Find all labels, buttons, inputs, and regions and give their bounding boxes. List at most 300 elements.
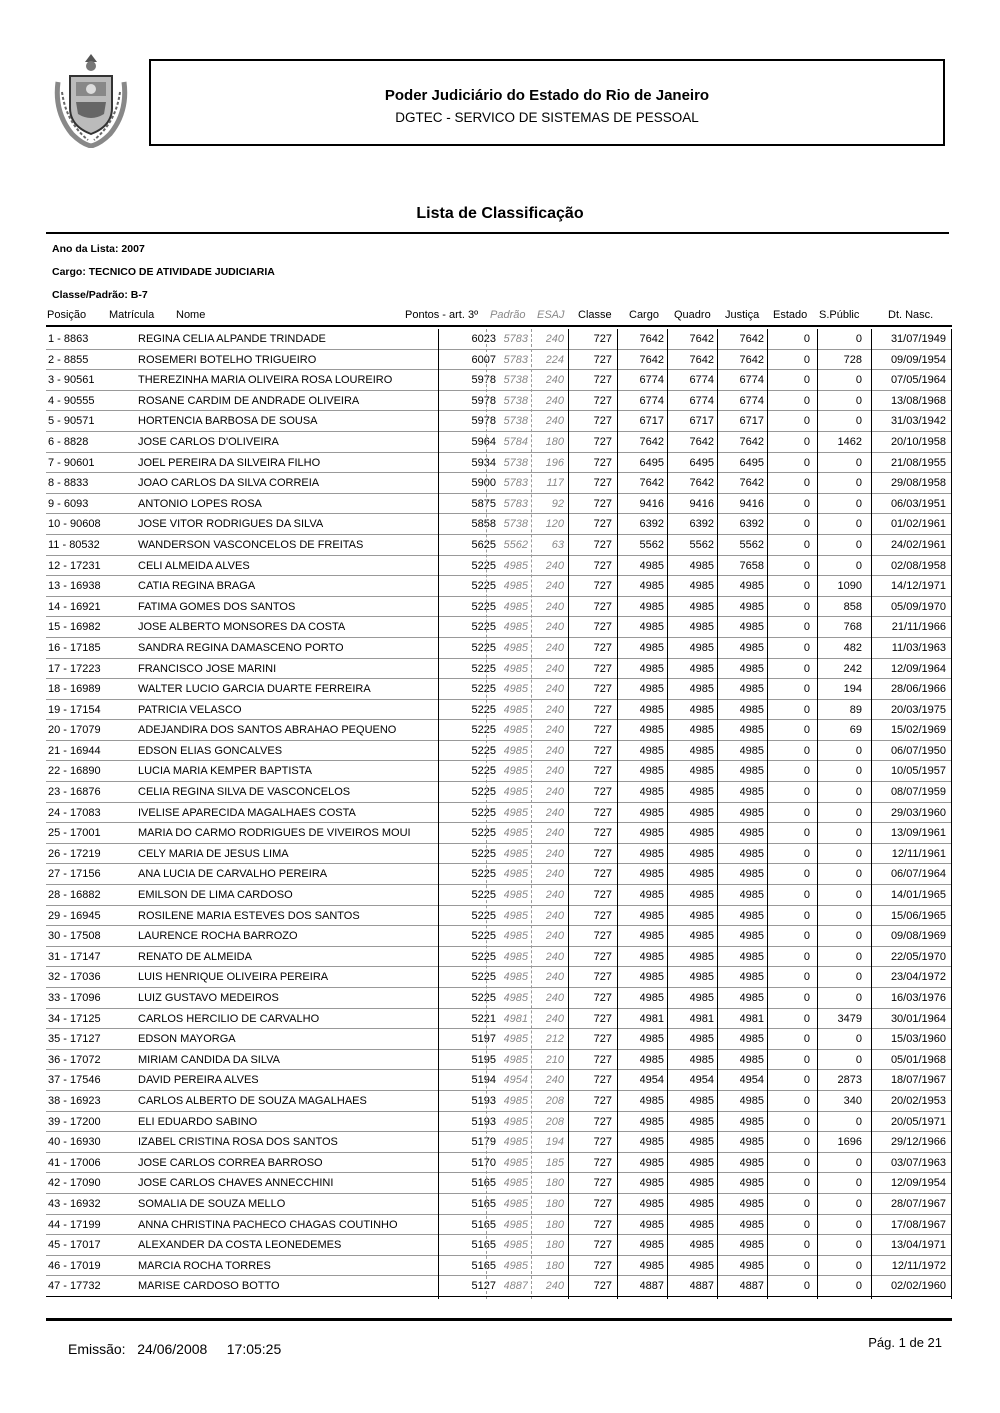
row-esaj: 240 (545, 765, 564, 778)
row-estado: 0 (803, 1136, 810, 1149)
row-cargo: 4985 (639, 1156, 664, 1169)
row-cargo: 4985 (639, 1033, 664, 1046)
row-quadro: 4985 (689, 1259, 714, 1272)
row-pontos: 5225 (471, 559, 496, 572)
row-esaj: 240 (545, 1280, 564, 1293)
row-esaj: 240 (545, 333, 564, 345)
row-estado: 0 (803, 786, 810, 799)
row-esaj: 240 (545, 394, 564, 407)
row-esaj: 180 (545, 1177, 564, 1190)
row-birthdate: 08/07/1959 (890, 786, 946, 799)
row-name: ELI EDUARDO SABINO (138, 1115, 258, 1128)
row-name: WALTER LUCIO GARCIA DUARTE FERREIRA (138, 683, 371, 696)
row-justica: 6495 (739, 456, 764, 469)
row-name: ROSEMERI BOTELHO TRIGUEIRO (138, 353, 317, 366)
row-classe: 727 (593, 971, 612, 984)
row-quadro: 4985 (689, 827, 714, 840)
row-classe: 727 (593, 333, 612, 345)
row-justica: 4985 (739, 703, 764, 716)
row-esaj: 240 (545, 971, 564, 984)
row-padrao: 5784 (503, 435, 528, 448)
title-divider (46, 232, 949, 234)
meta-classe: Classe/Padrão: B-7 (52, 289, 148, 301)
footer-divider (46, 1318, 952, 1321)
row-padrao: 4985 (503, 889, 528, 902)
row-classe: 727 (593, 518, 612, 531)
row-justica: 4985 (739, 806, 764, 819)
row-esaj: 212 (545, 1033, 564, 1046)
row-cargo: 4887 (639, 1280, 664, 1293)
row-name: MARIA DO CARMO RODRIGUES DE VIVEIROS MOUI (138, 827, 411, 840)
row-estado: 0 (803, 456, 810, 469)
row-justica: 4985 (739, 621, 764, 634)
row-estado: 0 (803, 806, 810, 819)
row-esaj: 240 (545, 724, 564, 737)
row-justica: 4985 (739, 724, 764, 737)
row-birthdate: 13/09/1961 (890, 827, 946, 840)
row-pontos: 5225 (471, 786, 496, 799)
row-pontos: 5165 (471, 1197, 496, 1210)
row-pontos: 5225 (471, 889, 496, 902)
row-classe: 727 (593, 889, 612, 902)
row-cargo: 4985 (639, 600, 664, 613)
row-classe: 727 (593, 1074, 612, 1087)
row-position: 23 - 16876 (48, 786, 101, 799)
row-position: 45 - 17017 (48, 1239, 101, 1252)
row-pontos: 5225 (471, 744, 496, 757)
row-cargo: 4985 (639, 786, 664, 799)
row-pontos: 5900 (471, 477, 496, 490)
row-quadro: 4985 (689, 641, 714, 654)
row-name: PATRICIA VELASCO (138, 703, 242, 716)
row-classe: 727 (593, 992, 612, 1004)
row-quadro: 4985 (689, 1197, 714, 1210)
row-birthdate: 15/03/1960 (890, 1033, 946, 1046)
row-birthdate: 15/06/1965 (890, 909, 946, 922)
row-birthdate: 09/08/1969 (890, 930, 946, 943)
row-padrao: 4985 (503, 600, 528, 613)
row-pontos: 5978 (471, 394, 496, 407)
row-position: 4 - 90555 (48, 394, 95, 407)
row-cargo: 4985 (639, 1094, 664, 1107)
row-justica: 4954 (739, 1074, 764, 1087)
row-position: 11 - 80532 (48, 538, 100, 551)
row-justica: 4985 (739, 786, 764, 799)
row-quadro: 4985 (689, 724, 714, 737)
row-spublic: 194 (843, 683, 862, 696)
row-classe: 727 (593, 703, 612, 716)
row-classe: 727 (593, 1239, 612, 1252)
column-divider (486, 329, 487, 1299)
row-position: 14 - 16921 (48, 600, 101, 613)
row-justica: 7658 (739, 559, 764, 572)
row-justica: 4981 (739, 1012, 764, 1025)
row-estado: 0 (803, 1033, 810, 1046)
row-pontos: 6023 (471, 333, 496, 345)
row-padrao: 4985 (503, 662, 528, 675)
row-pontos: 5221 (471, 1012, 496, 1025)
row-estado: 0 (803, 1280, 810, 1293)
row-position: 46 - 17019 (48, 1259, 101, 1272)
row-quadro: 4985 (689, 847, 714, 860)
row-estado: 0 (803, 374, 810, 387)
row-pontos: 5225 (471, 703, 496, 716)
row-birthdate: 07/05/1964 (890, 374, 946, 387)
row-birthdate: 13/04/1971 (890, 1239, 946, 1252)
col-pontos: Pontos - art. 3º (405, 309, 479, 321)
row-padrao: 5738 (503, 374, 528, 387)
row-classe: 727 (593, 1094, 612, 1107)
row-esaj: 240 (545, 889, 564, 902)
row-justica: 4887 (739, 1280, 764, 1293)
row-name: IVELISE APARECIDA MAGALHAES COSTA (138, 806, 356, 819)
row-spublic: 728 (843, 353, 862, 366)
row-name: ANNA CHRISTINA PACHECO CHAGAS COUTINHO (138, 1218, 398, 1231)
row-estado: 0 (803, 683, 810, 696)
row-spublic: 0 (855, 518, 862, 531)
row-quadro: 4985 (689, 1094, 714, 1107)
row-position: 24 - 17083 (48, 806, 101, 819)
row-justica: 4985 (739, 1136, 764, 1149)
row-birthdate: 09/09/1954 (890, 353, 946, 366)
row-birthdate: 15/02/1969 (890, 724, 946, 737)
row-pontos: 5127 (471, 1280, 496, 1293)
row-justica: 4985 (739, 868, 764, 881)
row-estado: 0 (803, 827, 810, 840)
col-quadro: Quadro (674, 309, 711, 321)
row-position: 44 - 17199 (48, 1218, 101, 1231)
row-esaj: 240 (545, 559, 564, 572)
row-spublic: 0 (855, 1218, 862, 1231)
row-birthdate: 22/05/1970 (890, 950, 946, 963)
row-padrao: 4985 (503, 868, 528, 881)
row-quadro: 4985 (689, 971, 714, 984)
row-birthdate: 23/04/1972 (890, 971, 946, 984)
row-spublic: 0 (855, 847, 862, 860)
row-pontos: 5225 (471, 930, 496, 943)
row-name: IZABEL CRISTINA ROSA DOS SANTOS (138, 1136, 338, 1149)
row-name: JOSE CARLOS CHAVES ANNECCHINI (138, 1177, 334, 1190)
row-quadro: 4985 (689, 703, 714, 716)
row-padrao: 4985 (503, 1177, 528, 1190)
row-pontos: 5170 (471, 1156, 496, 1169)
row-name: MARCIA ROCHA TORRES (138, 1259, 271, 1272)
row-spublic: 0 (855, 806, 862, 819)
row-estado: 0 (803, 518, 810, 531)
row-name: ADEJANDIRA DOS SANTOS ABRAHAO PEQUENO (138, 724, 397, 737)
row-justica: 4985 (739, 992, 764, 1004)
row-cargo: 4985 (639, 683, 664, 696)
row-spublic: 340 (843, 1094, 862, 1107)
row-position: 27 - 17156 (48, 868, 101, 881)
row-position: 40 - 16930 (48, 1136, 101, 1149)
row-classe: 727 (593, 909, 612, 922)
row-name: CARLOS ALBERTO DE SOUZA MAGALHAES (138, 1094, 367, 1107)
row-esaj: 240 (545, 662, 564, 675)
row-esaj: 240 (545, 1074, 564, 1087)
row-name: EMILSON DE LIMA CARDOSO (138, 889, 293, 902)
row-estado: 0 (803, 1074, 810, 1087)
row-spublic: 0 (855, 827, 862, 840)
row-padrao: 4985 (503, 786, 528, 799)
row-esaj: 240 (545, 580, 564, 593)
row-birthdate: 06/07/1950 (890, 744, 946, 757)
col-esaj: ESAJ (537, 309, 565, 321)
row-classe: 727 (593, 1136, 612, 1149)
row-name: JOAO CARLOS DA SILVA CORREIA (138, 477, 320, 490)
row-classe: 727 (593, 847, 612, 860)
row-birthdate: 01/02/1961 (890, 518, 946, 531)
row-position: 31 - 17147 (48, 950, 101, 963)
row-position: 8 - 8833 (48, 477, 89, 490)
row-esaj: 224 (545, 353, 564, 366)
row-cargo: 5562 (639, 538, 664, 551)
row-quadro: 4985 (689, 559, 714, 572)
row-spublic: 0 (855, 497, 862, 510)
row-justica: 4985 (739, 662, 764, 675)
row-esaj: 208 (545, 1094, 564, 1107)
meta-cargo: Cargo: TECNICO DE ATIVIDADE JUDICIARIA (52, 266, 275, 278)
row-name: ROSANE CARDIM DE ANDRADE OLIVEIRA (138, 394, 360, 407)
row-quadro: 4985 (689, 992, 714, 1004)
row-classe: 727 (593, 765, 612, 778)
row-birthdate: 12/11/1961 (891, 847, 946, 860)
row-position: 16 - 17185 (48, 641, 101, 654)
emission-timestamp: Emissão: 24/06/2008 17:05:25 (68, 1341, 282, 1357)
row-padrao: 4985 (503, 1094, 528, 1107)
row-estado: 0 (803, 621, 810, 634)
row-classe: 727 (593, 806, 612, 819)
row-pontos: 5934 (471, 456, 496, 469)
row-quadro: 4985 (689, 600, 714, 613)
row-birthdate: 20/05/1971 (890, 1115, 946, 1128)
row-pontos: 5165 (471, 1218, 496, 1231)
row-estado: 0 (803, 1239, 810, 1252)
row-spublic: 0 (855, 930, 862, 943)
col-nome: Nome (176, 309, 206, 321)
row-estado: 0 (803, 662, 810, 675)
row-pontos: 5225 (471, 580, 496, 593)
row-classe: 727 (593, 1012, 612, 1025)
row-spublic: 0 (855, 1259, 862, 1272)
row-quadro: 9416 (689, 497, 714, 510)
row-birthdate: 29/03/1960 (890, 806, 946, 819)
row-birthdate: 17/08/1967 (890, 1218, 946, 1231)
row-justica: 6717 (739, 415, 764, 428)
row-spublic: 0 (855, 1197, 862, 1210)
row-estado: 0 (803, 1053, 810, 1066)
row-cargo: 7642 (639, 435, 664, 448)
row-quadro: 6774 (689, 374, 714, 387)
row-classe: 727 (593, 1218, 612, 1231)
row-quadro: 5562 (689, 538, 714, 551)
row-name: FATIMA GOMES DOS SANTOS (138, 600, 296, 613)
row-cargo: 6774 (639, 394, 664, 407)
row-pontos: 5225 (471, 950, 496, 963)
row-position: 2 - 8855 (48, 353, 89, 366)
row-justica: 9416 (739, 497, 764, 510)
row-spublic: 0 (855, 992, 862, 1004)
row-justica: 4985 (739, 1094, 764, 1107)
row-birthdate: 20/02/1953 (890, 1094, 946, 1107)
row-padrao: 4985 (503, 683, 528, 696)
row-padrao: 4985 (503, 1115, 528, 1128)
row-cargo: 4985 (639, 971, 664, 984)
row-esaj: 240 (545, 992, 564, 1004)
row-esaj: 194 (545, 1136, 564, 1149)
row-name: REGINA CELIA ALPANDE TRINDADE (138, 333, 326, 345)
row-spublic: 768 (843, 621, 862, 634)
row-pontos: 5194 (471, 1074, 496, 1087)
row-padrao: 4985 (503, 847, 528, 860)
row-quadro: 4985 (689, 1177, 714, 1190)
row-estado: 0 (803, 435, 810, 448)
row-esaj: 180 (545, 1218, 564, 1231)
row-padrao: 4985 (503, 724, 528, 737)
row-cargo: 4985 (639, 847, 664, 860)
row-position: 26 - 17219 (48, 847, 101, 860)
row-estado: 0 (803, 744, 810, 757)
row-birthdate: 14/12/1971 (890, 580, 946, 593)
row-justica: 6774 (739, 374, 764, 387)
row-padrao: 4985 (503, 909, 528, 922)
col-cargo: Cargo (629, 309, 659, 321)
row-quadro: 4985 (689, 1136, 714, 1149)
row-spublic: 0 (855, 868, 862, 881)
row-estado: 0 (803, 889, 810, 902)
row-padrao: 4985 (503, 559, 528, 572)
row-quadro: 4985 (689, 765, 714, 778)
row-name: ALEXANDER DA COSTA LEONEDEMES (138, 1239, 342, 1252)
row-spublic: 0 (855, 559, 862, 572)
row-cargo: 7642 (639, 333, 664, 345)
row-esaj: 240 (545, 600, 564, 613)
row-estado: 0 (803, 353, 810, 366)
row-pontos: 5225 (471, 827, 496, 840)
row-padrao: 4985 (503, 641, 528, 654)
row-padrao: 4985 (503, 1218, 528, 1231)
row-name: JOSE CARLOS CORREA BARROSO (138, 1156, 323, 1169)
row-quadro: 4985 (689, 1156, 714, 1169)
row-cargo: 4985 (639, 992, 664, 1004)
row-estado: 0 (803, 1259, 810, 1272)
row-quadro: 4985 (689, 868, 714, 881)
row-cargo: 4985 (639, 559, 664, 572)
row-name: MIRIAM CANDIDA DA SILVA (138, 1053, 281, 1066)
row-spublic: 242 (843, 662, 862, 675)
row-cargo: 4985 (639, 662, 664, 675)
row-cargo: 6495 (639, 456, 664, 469)
row-position: 30 - 17508 (48, 930, 101, 943)
row-estado: 0 (803, 765, 810, 778)
row-padrao: 4981 (503, 1012, 528, 1025)
row-position: 41 - 17006 (48, 1156, 101, 1169)
row-cargo: 4985 (639, 827, 664, 840)
row-padrao: 4985 (503, 806, 528, 819)
row-esaj: 63 (551, 538, 564, 551)
row-name: CATIA REGINA BRAGA (138, 580, 256, 593)
row-name: CELI ALMEIDA ALVES (138, 559, 250, 572)
row-birthdate: 06/03/1951 (890, 497, 946, 510)
row-cargo: 4985 (639, 806, 664, 819)
row-name: SOMALIA DE SOUZA MELLO (138, 1197, 286, 1210)
meta-ano: Ano da Lista: 2007 (52, 243, 145, 255)
row-justica: 4985 (739, 1259, 764, 1272)
column-divider (871, 329, 872, 1299)
row-justica: 4985 (739, 683, 764, 696)
table-bottom-divider (46, 1296, 952, 1297)
row-classe: 727 (593, 1053, 612, 1066)
row-padrao: 5562 (503, 538, 528, 551)
row-esaj: 240 (545, 827, 564, 840)
row-quadro: 7642 (689, 477, 714, 490)
row-cargo: 4981 (639, 1012, 664, 1025)
row-name: DAVID PEREIRA ALVES (138, 1074, 259, 1087)
row-classe: 727 (593, 1197, 612, 1210)
row-estado: 0 (803, 1156, 810, 1169)
row-cargo: 4985 (639, 868, 664, 881)
row-spublic: 0 (855, 538, 862, 551)
row-birthdate: 29/12/1966 (890, 1136, 946, 1149)
row-name: JOSE ALBERTO MONSORES DA COSTA (138, 621, 346, 634)
row-position: 36 - 17072 (48, 1053, 101, 1066)
row-spublic: 0 (855, 415, 862, 428)
row-estado: 0 (803, 600, 810, 613)
row-spublic: 482 (843, 641, 862, 654)
column-divider (617, 329, 618, 1299)
row-classe: 727 (593, 868, 612, 881)
row-spublic: 3479 (837, 1012, 862, 1025)
row-position: 6 - 8828 (48, 435, 89, 448)
row-padrao: 4985 (503, 1136, 528, 1149)
row-esaj: 240 (545, 374, 564, 387)
row-position: 3 - 90561 (48, 374, 95, 387)
row-pontos: 5225 (471, 600, 496, 613)
row-classe: 727 (593, 1156, 612, 1169)
row-cargo: 4985 (639, 621, 664, 634)
row-estado: 0 (803, 394, 810, 407)
row-estado: 0 (803, 580, 810, 593)
row-pontos: 5225 (471, 662, 496, 675)
row-pontos: 5225 (471, 909, 496, 922)
row-quadro: 4985 (689, 1218, 714, 1231)
column-divider (951, 329, 952, 1299)
row-classe: 727 (593, 415, 612, 428)
row-estado: 0 (803, 950, 810, 963)
row-justica: 4985 (739, 600, 764, 613)
row-esaj: 180 (545, 435, 564, 448)
row-spublic: 1462 (837, 435, 862, 448)
row-birthdate: 21/08/1955 (890, 456, 946, 469)
row-esaj: 240 (545, 683, 564, 696)
col-justica: Justiça (725, 309, 760, 321)
row-position: 28 - 16882 (48, 889, 101, 902)
row-birthdate: 20/03/1975 (890, 703, 946, 716)
row-esaj: 240 (545, 641, 564, 654)
row-esaj: 240 (545, 703, 564, 716)
row-estado: 0 (803, 1012, 810, 1025)
row-estado: 0 (803, 971, 810, 984)
row-spublic: 0 (855, 394, 862, 407)
row-padrao: 4985 (503, 971, 528, 984)
row-classe: 727 (593, 559, 612, 572)
row-classe: 727 (593, 538, 612, 551)
row-pontos: 5225 (471, 724, 496, 737)
row-justica: 4985 (739, 765, 764, 778)
row-spublic: 0 (855, 374, 862, 387)
row-cargo: 9416 (639, 497, 664, 510)
row-padrao: 4887 (503, 1280, 528, 1293)
